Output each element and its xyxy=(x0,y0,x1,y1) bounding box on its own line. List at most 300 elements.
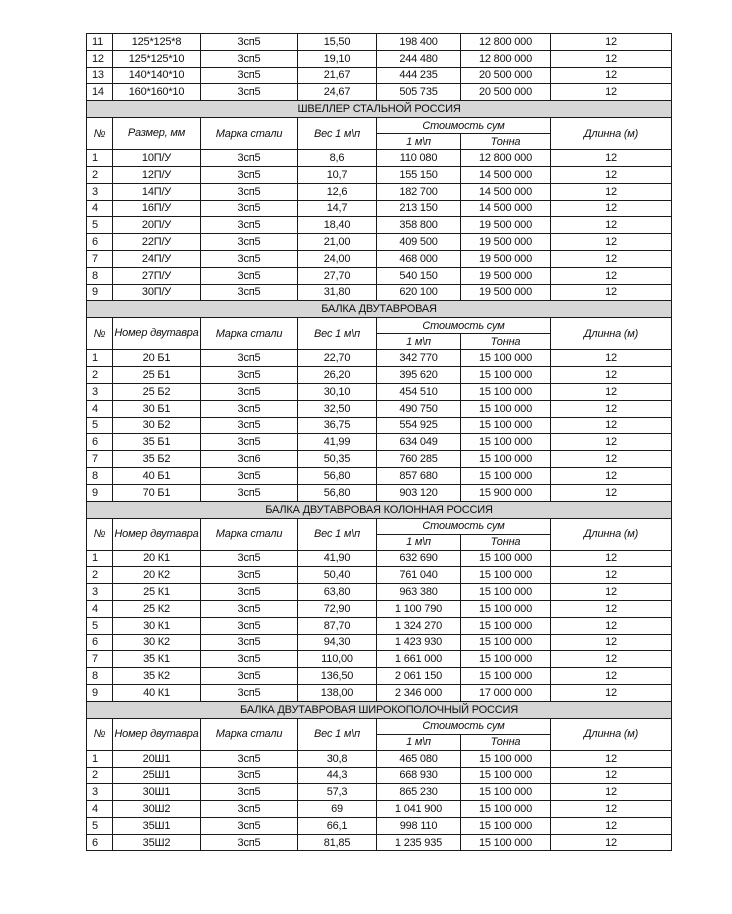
price-per-meter-cell: 342 770 xyxy=(377,350,461,367)
steel-grade-cell: 3сп5 xyxy=(201,166,298,183)
price-per-ton-cell: 15 100 000 xyxy=(461,550,551,567)
row-number: 9 xyxy=(87,284,113,301)
steel-grade-cell: 3сп5 xyxy=(201,750,298,767)
price-per-meter-cell: 554 925 xyxy=(377,417,461,434)
header-weight: Вес 1 м\п xyxy=(298,518,377,550)
steel-grade-cell: 3сп5 xyxy=(201,467,298,484)
table-row xyxy=(87,567,672,584)
row-number: 4 xyxy=(87,801,113,818)
price-per-meter-cell: 465 080 xyxy=(377,750,461,767)
price-per-ton-cell: 15 100 000 xyxy=(461,634,551,651)
steel-grade-cell: 3сп5 xyxy=(201,284,298,301)
header-steel-grade: Марка стали xyxy=(201,118,298,150)
weight-cell: 10,7 xyxy=(298,166,377,183)
header-cost-per-ton: Тонна xyxy=(461,734,551,750)
price-per-meter-cell: 865 230 xyxy=(377,784,461,801)
size-cell: 35 К1 xyxy=(113,651,201,668)
weight-cell: 24,00 xyxy=(298,250,377,267)
table-row xyxy=(87,200,672,217)
price-per-meter-cell: 468 000 xyxy=(377,250,461,267)
row-number: 3 xyxy=(87,183,113,200)
table-row xyxy=(87,467,672,484)
steel-grade-cell: 3сп5 xyxy=(201,350,298,367)
length-cell: 12 xyxy=(551,651,672,668)
weight-cell: 14,7 xyxy=(298,200,377,217)
price-per-ton-cell: 15 100 000 xyxy=(461,434,551,451)
size-cell: 25Ш1 xyxy=(113,767,201,784)
size-cell: 16П/У xyxy=(113,200,201,217)
length-cell: 12 xyxy=(551,784,672,801)
size-cell: 30 Б2 xyxy=(113,417,201,434)
size-cell: 30Ш2 xyxy=(113,801,201,818)
table-row xyxy=(87,451,672,468)
weight-cell: 44,3 xyxy=(298,767,377,784)
table-row xyxy=(87,34,672,51)
section-title-row xyxy=(87,701,672,718)
size-cell: 35 Б2 xyxy=(113,451,201,468)
table-row xyxy=(87,50,672,67)
size-cell: 25 Б2 xyxy=(113,383,201,400)
price-per-meter-cell: 540 150 xyxy=(377,267,461,284)
header-weight: Вес 1 м\п xyxy=(298,118,377,150)
table-row xyxy=(87,634,672,651)
row-number: 4 xyxy=(87,600,113,617)
weight-cell: 26,20 xyxy=(298,367,377,384)
weight-cell: 50,35 xyxy=(298,451,377,468)
steel-grade-cell: 3сп5 xyxy=(201,183,298,200)
table-row xyxy=(87,217,672,234)
price-per-meter-cell: 1 235 935 xyxy=(377,834,461,851)
row-number: 4 xyxy=(87,200,113,217)
row-number: 12 xyxy=(87,50,113,67)
header-cost-per-meter: 1 м\п xyxy=(377,334,461,350)
header-steel-grade: Марка стали xyxy=(201,718,298,750)
weight-cell: 66,1 xyxy=(298,817,377,834)
row-number: 6 xyxy=(87,634,113,651)
table-row xyxy=(87,434,672,451)
price-per-ton-cell: 19 500 000 xyxy=(461,250,551,267)
weight-cell: 63,80 xyxy=(298,584,377,601)
weight-cell: 21,00 xyxy=(298,234,377,251)
length-cell: 12 xyxy=(551,467,672,484)
weight-cell: 12,6 xyxy=(298,183,377,200)
row-number: 8 xyxy=(87,267,113,284)
header-size: Номер двутавра xyxy=(113,718,201,750)
price-per-meter-cell: 1 661 000 xyxy=(377,651,461,668)
steel-grade-cell: 3сп5 xyxy=(201,634,298,651)
size-cell: 20Ш1 xyxy=(113,750,201,767)
price-per-meter-cell: 155 150 xyxy=(377,166,461,183)
weight-cell: 110,00 xyxy=(298,651,377,668)
size-cell: 140*140*10 xyxy=(113,67,201,84)
table-row xyxy=(87,767,672,784)
weight-cell: 21,67 xyxy=(298,67,377,84)
steel-grade-cell: 3сп5 xyxy=(201,250,298,267)
price-per-ton-cell: 15 100 000 xyxy=(461,451,551,468)
header-number: № xyxy=(87,318,113,350)
size-cell: 35Ш1 xyxy=(113,817,201,834)
steel-grade-cell: 3сп5 xyxy=(201,150,298,167)
size-cell: 30 К1 xyxy=(113,617,201,634)
section-title-row xyxy=(87,101,672,118)
length-cell: 12 xyxy=(551,200,672,217)
size-cell: 160*160*10 xyxy=(113,84,201,101)
header-cost: Стоимость сум xyxy=(377,518,551,534)
price-per-meter-cell: 110 080 xyxy=(377,150,461,167)
steel-grade-cell: 3сп5 xyxy=(201,600,298,617)
length-cell: 12 xyxy=(551,817,672,834)
price-per-ton-cell: 15 100 000 xyxy=(461,400,551,417)
header-cost-per-ton: Тонна xyxy=(461,334,551,350)
price-per-ton-cell: 17 000 000 xyxy=(461,684,551,701)
section-title: ШВЕЛЛЕР СТАЛЬНОЙ РОССИЯ xyxy=(87,101,672,118)
weight-cell: 136,50 xyxy=(298,668,377,685)
length-cell: 12 xyxy=(551,267,672,284)
table-row xyxy=(87,668,672,685)
section-title: БАЛКА ДВУТАВРОВАЯ КОЛОННАЯ РОССИЯ xyxy=(87,501,672,518)
price-per-meter-cell: 1 423 930 xyxy=(377,634,461,651)
weight-cell: 57,3 xyxy=(298,784,377,801)
header-cost-per-meter: 1 м\п xyxy=(377,734,461,750)
price-per-meter-cell: 2 061 150 xyxy=(377,668,461,685)
price-per-ton-cell: 15 100 000 xyxy=(461,767,551,784)
header-weight: Вес 1 м\п xyxy=(298,718,377,750)
length-cell: 12 xyxy=(551,400,672,417)
size-cell: 40 К1 xyxy=(113,684,201,701)
row-number: 7 xyxy=(87,451,113,468)
length-cell: 12 xyxy=(551,183,672,200)
size-cell: 20 К1 xyxy=(113,550,201,567)
row-number: 3 xyxy=(87,383,113,400)
weight-cell: 50,40 xyxy=(298,567,377,584)
price-per-ton-cell: 12 800 000 xyxy=(461,50,551,67)
header-weight: Вес 1 м\п xyxy=(298,318,377,350)
steel-grade-cell: 3сп5 xyxy=(201,617,298,634)
weight-cell: 56,80 xyxy=(298,467,377,484)
price-per-ton-cell: 15 100 000 xyxy=(461,350,551,367)
header-length: Длинна (м) xyxy=(551,718,672,750)
price-per-meter-cell: 505 735 xyxy=(377,84,461,101)
length-cell: 12 xyxy=(551,250,672,267)
row-number: 1 xyxy=(87,350,113,367)
price-per-ton-cell: 19 500 000 xyxy=(461,284,551,301)
price-per-meter-cell: 454 510 xyxy=(377,383,461,400)
price-per-ton-cell: 15 100 000 xyxy=(461,367,551,384)
price-per-meter-cell: 857 680 xyxy=(377,467,461,484)
row-number: 2 xyxy=(87,767,113,784)
weight-cell: 31,80 xyxy=(298,284,377,301)
header-row xyxy=(87,318,672,334)
table-row xyxy=(87,267,672,284)
table-row xyxy=(87,750,672,767)
header-length: Длинна (м) xyxy=(551,118,672,150)
length-cell: 12 xyxy=(551,166,672,183)
header-row xyxy=(87,118,672,134)
steel-grade-cell: 3сп5 xyxy=(201,550,298,567)
length-cell: 12 xyxy=(551,801,672,818)
header-steel-grade: Марка стали xyxy=(201,318,298,350)
size-cell: 14П/У xyxy=(113,183,201,200)
size-cell: 24П/У xyxy=(113,250,201,267)
steel-grade-cell: 3сп5 xyxy=(201,217,298,234)
steel-grade-cell: 3сп5 xyxy=(201,434,298,451)
steel-grade-cell: 3сп5 xyxy=(201,67,298,84)
header-row xyxy=(87,518,672,534)
price-per-meter-cell: 903 120 xyxy=(377,484,461,501)
row-number: 14 xyxy=(87,84,113,101)
header-size: Номер двутавра xyxy=(113,318,201,350)
price-table xyxy=(86,33,672,851)
weight-cell: 36,75 xyxy=(298,417,377,434)
size-cell: 30 Б1 xyxy=(113,400,201,417)
header-length: Длинна (м) xyxy=(551,318,672,350)
row-number: 8 xyxy=(87,467,113,484)
length-cell: 12 xyxy=(551,350,672,367)
weight-cell: 22,70 xyxy=(298,350,377,367)
price-per-ton-cell: 19 500 000 xyxy=(461,267,551,284)
steel-grade-cell: 3сп5 xyxy=(201,801,298,818)
row-number: 9 xyxy=(87,684,113,701)
table-row xyxy=(87,417,672,434)
header-number: № xyxy=(87,518,113,550)
price-per-ton-cell: 15 100 000 xyxy=(461,834,551,851)
price-per-meter-cell: 182 700 xyxy=(377,183,461,200)
length-cell: 12 xyxy=(551,67,672,84)
header-cost: Стоимость сум xyxy=(377,718,551,734)
table-row xyxy=(87,784,672,801)
size-cell: 35 Б1 xyxy=(113,434,201,451)
row-number: 2 xyxy=(87,166,113,183)
size-cell: 20 Б1 xyxy=(113,350,201,367)
weight-cell: 19,10 xyxy=(298,50,377,67)
length-cell: 12 xyxy=(551,668,672,685)
length-cell: 12 xyxy=(551,284,672,301)
price-per-ton-cell: 15 100 000 xyxy=(461,600,551,617)
header-cost-per-meter: 1 м\п xyxy=(377,534,461,550)
size-cell: 30П/У xyxy=(113,284,201,301)
price-per-ton-cell: 15 100 000 xyxy=(461,467,551,484)
row-number: 6 xyxy=(87,834,113,851)
price-per-meter-cell: 668 930 xyxy=(377,767,461,784)
table-row xyxy=(87,166,672,183)
price-per-ton-cell: 15 100 000 xyxy=(461,584,551,601)
header-number: № xyxy=(87,718,113,750)
price-per-meter-cell: 1 041 900 xyxy=(377,801,461,818)
price-per-ton-cell: 14 500 000 xyxy=(461,183,551,200)
table-row xyxy=(87,350,672,367)
steel-grade-cell: 3сп5 xyxy=(201,417,298,434)
row-number: 5 xyxy=(87,217,113,234)
row-number: 8 xyxy=(87,668,113,685)
table-row xyxy=(87,600,672,617)
price-table-body xyxy=(87,34,672,851)
price-per-ton-cell: 14 500 000 xyxy=(461,166,551,183)
table-row xyxy=(87,484,672,501)
steel-grade-cell: 3сп6 xyxy=(201,451,298,468)
steel-grade-cell: 3сп5 xyxy=(201,50,298,67)
price-per-meter-cell: 444 235 xyxy=(377,67,461,84)
steel-grade-cell: 3сп5 xyxy=(201,234,298,251)
price-per-ton-cell: 15 100 000 xyxy=(461,651,551,668)
row-number: 1 xyxy=(87,750,113,767)
length-cell: 12 xyxy=(551,684,672,701)
row-number: 1 xyxy=(87,150,113,167)
weight-cell: 94,30 xyxy=(298,634,377,651)
price-per-meter-cell: 634 049 xyxy=(377,434,461,451)
price-per-meter-cell: 2 346 000 xyxy=(377,684,461,701)
steel-grade-cell: 3сп5 xyxy=(201,584,298,601)
price-per-ton-cell: 20 500 000 xyxy=(461,84,551,101)
row-number: 2 xyxy=(87,367,113,384)
size-cell: 30 К2 xyxy=(113,634,201,651)
length-cell: 12 xyxy=(551,600,672,617)
price-per-meter-cell: 963 380 xyxy=(377,584,461,601)
length-cell: 12 xyxy=(551,550,672,567)
weight-cell: 56,80 xyxy=(298,484,377,501)
price-per-ton-cell: 14 500 000 xyxy=(461,200,551,217)
steel-grade-cell: 3сп5 xyxy=(201,383,298,400)
weight-cell: 27,70 xyxy=(298,267,377,284)
header-size: Размер, мм xyxy=(113,118,201,150)
price-per-meter-cell: 760 285 xyxy=(377,451,461,468)
weight-cell: 18,40 xyxy=(298,217,377,234)
table-row xyxy=(87,284,672,301)
row-number: 13 xyxy=(87,67,113,84)
header-cost-per-ton: Тонна xyxy=(461,134,551,150)
section-title: БАЛКА ДВУТАВРОВАЯ xyxy=(87,301,672,318)
row-number: 6 xyxy=(87,434,113,451)
section-title: БАЛКА ДВУТАВРОВАЯ ШИРОКОПОЛОЧНЫЙ РОССИЯ xyxy=(87,701,672,718)
row-number: 11 xyxy=(87,34,113,51)
price-per-meter-cell: 761 040 xyxy=(377,567,461,584)
steel-grade-cell: 3сп5 xyxy=(201,267,298,284)
length-cell: 12 xyxy=(551,150,672,167)
price-per-ton-cell: 15 100 000 xyxy=(461,817,551,834)
length-cell: 12 xyxy=(551,367,672,384)
table-row xyxy=(87,550,672,567)
size-cell: 20 К2 xyxy=(113,567,201,584)
row-number: 5 xyxy=(87,417,113,434)
table-row xyxy=(87,250,672,267)
length-cell: 12 xyxy=(551,234,672,251)
size-cell: 25 Б1 xyxy=(113,367,201,384)
header-cost: Стоимость сум xyxy=(377,318,551,334)
weight-cell: 15,50 xyxy=(298,34,377,51)
row-number: 5 xyxy=(87,817,113,834)
steel-grade-cell: 3сп5 xyxy=(201,767,298,784)
size-cell: 20П/У xyxy=(113,217,201,234)
row-number: 6 xyxy=(87,234,113,251)
price-per-meter-cell: 620 100 xyxy=(377,284,461,301)
size-cell: 27П/У xyxy=(113,267,201,284)
weight-cell: 87,70 xyxy=(298,617,377,634)
price-per-meter-cell: 244 480 xyxy=(377,50,461,67)
price-per-meter-cell: 998 110 xyxy=(377,817,461,834)
table-row xyxy=(87,150,672,167)
size-cell: 35 К2 xyxy=(113,668,201,685)
steel-grade-cell: 3сп5 xyxy=(201,200,298,217)
steel-grade-cell: 3сп5 xyxy=(201,651,298,668)
header-number: № xyxy=(87,118,113,150)
length-cell: 12 xyxy=(551,484,672,501)
row-number: 3 xyxy=(87,784,113,801)
weight-cell: 8,6 xyxy=(298,150,377,167)
price-per-ton-cell: 12 800 000 xyxy=(461,34,551,51)
price-per-meter-cell: 358 800 xyxy=(377,217,461,234)
length-cell: 12 xyxy=(551,834,672,851)
table-row xyxy=(87,584,672,601)
weight-cell: 30,10 xyxy=(298,383,377,400)
table-row xyxy=(87,834,672,851)
length-cell: 12 xyxy=(551,84,672,101)
price-per-ton-cell: 15 100 000 xyxy=(461,417,551,434)
length-cell: 12 xyxy=(551,750,672,767)
weight-cell: 32,50 xyxy=(298,400,377,417)
header-cost-per-meter: 1 м\п xyxy=(377,134,461,150)
steel-grade-cell: 3сп5 xyxy=(201,684,298,701)
length-cell: 12 xyxy=(551,417,672,434)
price-per-meter-cell: 213 150 xyxy=(377,200,461,217)
table-row xyxy=(87,801,672,818)
length-cell: 12 xyxy=(551,34,672,51)
length-cell: 12 xyxy=(551,451,672,468)
steel-grade-cell: 3сп5 xyxy=(201,567,298,584)
price-per-meter-cell: 1 100 790 xyxy=(377,600,461,617)
table-row xyxy=(87,651,672,668)
table-row xyxy=(87,684,672,701)
table-row xyxy=(87,617,672,634)
header-cost: Стоимость сум xyxy=(377,118,551,134)
length-cell: 12 xyxy=(551,434,672,451)
steel-grade-cell: 3сп5 xyxy=(201,34,298,51)
size-cell: 70 Б1 xyxy=(113,484,201,501)
size-cell: 30Ш1 xyxy=(113,784,201,801)
length-cell: 12 xyxy=(551,567,672,584)
weight-cell: 138,00 xyxy=(298,684,377,701)
row-number: 2 xyxy=(87,567,113,584)
table-row xyxy=(87,400,672,417)
price-per-ton-cell: 19 500 000 xyxy=(461,217,551,234)
steel-grade-cell: 3сп5 xyxy=(201,484,298,501)
size-cell: 10П/У xyxy=(113,150,201,167)
size-cell: 35Ш2 xyxy=(113,834,201,851)
steel-grade-cell: 3сп5 xyxy=(201,668,298,685)
price-per-meter-cell: 632 690 xyxy=(377,550,461,567)
length-cell: 12 xyxy=(551,383,672,400)
steel-grade-cell: 3сп5 xyxy=(201,784,298,801)
steel-grade-cell: 3сп5 xyxy=(201,817,298,834)
price-per-ton-cell: 19 500 000 xyxy=(461,234,551,251)
size-cell: 125*125*10 xyxy=(113,50,201,67)
table-row xyxy=(87,234,672,251)
length-cell: 12 xyxy=(551,50,672,67)
length-cell: 12 xyxy=(551,767,672,784)
size-cell: 12П/У xyxy=(113,166,201,183)
row-number: 7 xyxy=(87,250,113,267)
table-row xyxy=(87,383,672,400)
table-row xyxy=(87,183,672,200)
steel-grade-cell: 3сп5 xyxy=(201,367,298,384)
row-number: 7 xyxy=(87,651,113,668)
steel-grade-cell: 3сп5 xyxy=(201,400,298,417)
header-length: Длинна (м) xyxy=(551,518,672,550)
section-title-row xyxy=(87,501,672,518)
price-per-meter-cell: 395 620 xyxy=(377,367,461,384)
price-per-ton-cell: 20 500 000 xyxy=(461,67,551,84)
price-per-meter-cell: 409 500 xyxy=(377,234,461,251)
length-cell: 12 xyxy=(551,217,672,234)
table-row xyxy=(87,67,672,84)
